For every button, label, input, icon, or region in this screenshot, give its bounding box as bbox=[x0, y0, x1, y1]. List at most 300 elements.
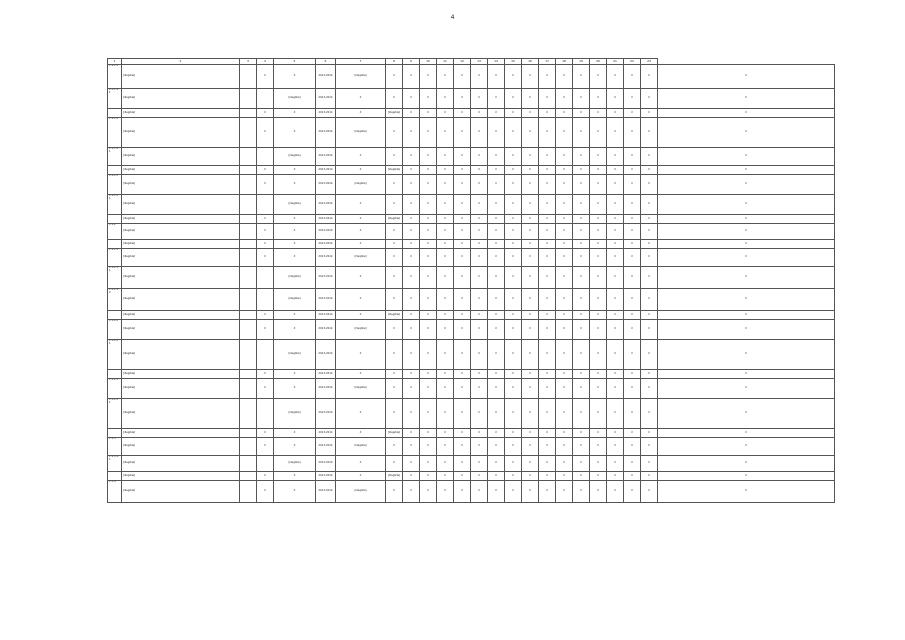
table-cell: X bbox=[437, 175, 454, 195]
table-cell: X bbox=[505, 224, 522, 240]
table-cell: 1.1.1.3.1 bbox=[108, 195, 122, 215]
table-cell: X bbox=[505, 118, 522, 148]
table-cell: X bbox=[641, 224, 658, 240]
table-cell: X bbox=[556, 195, 573, 215]
table-cell: X bbox=[573, 311, 590, 320]
table-cell: X bbox=[539, 175, 556, 195]
table-cell: X bbox=[488, 481, 505, 503]
table-cell: X bbox=[471, 379, 488, 399]
table-cell bbox=[257, 148, 274, 166]
table-cell: X bbox=[607, 175, 624, 195]
table-cell: X bbox=[658, 429, 835, 438]
table-cell: [illegible] bbox=[386, 472, 403, 481]
table-cell: 1.1.2.2.1 bbox=[108, 340, 122, 370]
table-cell: X bbox=[454, 438, 471, 456]
table-cell: X bbox=[437, 456, 454, 472]
table-cell: X bbox=[539, 89, 556, 109]
table-cell: X bbox=[624, 456, 641, 472]
table-cell: X bbox=[471, 399, 488, 429]
table-cell: 1.1.2.3.1 bbox=[108, 399, 122, 429]
table-cell: X bbox=[556, 429, 573, 438]
table-cell: X bbox=[641, 166, 658, 175]
table-cell: X bbox=[556, 249, 573, 267]
table-cell bbox=[257, 456, 274, 472]
table-cell: X bbox=[454, 166, 471, 175]
table-cell: X bbox=[403, 289, 420, 311]
column-number: 15 bbox=[505, 59, 522, 65]
table-cell: X bbox=[274, 249, 316, 267]
table-cell: X bbox=[505, 175, 522, 195]
table-cell: X bbox=[420, 267, 437, 289]
table-cell: X bbox=[336, 89, 386, 109]
table-cell: X bbox=[522, 267, 539, 289]
table-cell: X bbox=[590, 399, 607, 429]
column-number: 21 bbox=[607, 59, 624, 65]
table-cell: X bbox=[573, 240, 590, 249]
table-cell: X bbox=[386, 481, 403, 503]
table-cell: [illegible] bbox=[274, 267, 316, 289]
table-cell: X bbox=[420, 240, 437, 249]
table-cell: X bbox=[437, 438, 454, 456]
table-cell: X bbox=[274, 118, 316, 148]
table-cell: [illegible] bbox=[122, 240, 240, 249]
table-row bbox=[108, 370, 835, 379]
table-cell: X bbox=[658, 148, 835, 166]
column-number: 17 bbox=[539, 59, 556, 65]
table-cell: [illegible] bbox=[122, 340, 240, 370]
table-cell: X bbox=[454, 289, 471, 311]
column-number: 4 bbox=[257, 59, 274, 65]
table-cell: [illegible] bbox=[336, 438, 386, 456]
table-cell: X bbox=[488, 109, 505, 118]
table-cell: [illegible] bbox=[274, 456, 316, 472]
table-cell: X bbox=[454, 370, 471, 379]
table-cell: X bbox=[573, 481, 590, 503]
table-cell: X bbox=[274, 379, 316, 399]
table-cell: X bbox=[471, 472, 488, 481]
table-cell: X bbox=[403, 379, 420, 399]
table-cell: X bbox=[641, 215, 658, 224]
table-cell: X bbox=[488, 438, 505, 456]
table-cell: X bbox=[403, 340, 420, 370]
table-cell: X bbox=[505, 311, 522, 320]
table-cell bbox=[240, 89, 257, 109]
table-cell: X bbox=[573, 379, 590, 399]
table-cell: X bbox=[607, 289, 624, 311]
table-cell: [illegible] bbox=[274, 289, 316, 311]
table-cell: X bbox=[336, 215, 386, 224]
table-cell: X bbox=[386, 438, 403, 456]
table-cell: 2013-2014 bbox=[316, 429, 336, 438]
table-cell: X bbox=[556, 89, 573, 109]
table-cell: X bbox=[522, 215, 539, 224]
table-cell: X bbox=[590, 370, 607, 379]
table-row bbox=[108, 289, 835, 311]
table-cell: X bbox=[556, 175, 573, 195]
table-cell: X bbox=[336, 456, 386, 472]
table-cell: X bbox=[556, 481, 573, 503]
table-cell: X bbox=[420, 166, 437, 175]
table-cell: X bbox=[607, 429, 624, 438]
table-cell: X bbox=[386, 249, 403, 267]
table-cell: X bbox=[607, 148, 624, 166]
table-cell bbox=[240, 370, 257, 379]
table-cell: X bbox=[556, 240, 573, 249]
table-cell: X bbox=[488, 195, 505, 215]
table-cell: X bbox=[386, 224, 403, 240]
table-cell: X bbox=[522, 109, 539, 118]
table-cell: X bbox=[556, 109, 573, 118]
table-row bbox=[108, 472, 835, 481]
table-cell: X bbox=[386, 240, 403, 249]
table-cell: X bbox=[403, 481, 420, 503]
table-cell: 2013-2014 bbox=[316, 472, 336, 481]
table-cell: X bbox=[454, 249, 471, 267]
table-cell: X bbox=[624, 311, 641, 320]
table-cell: X bbox=[437, 340, 454, 370]
table-cell: X bbox=[257, 311, 274, 320]
table-cell: X bbox=[471, 249, 488, 267]
table-cell: X bbox=[539, 340, 556, 370]
table-cell: X bbox=[386, 65, 403, 89]
table-cell: X bbox=[488, 166, 505, 175]
table-cell: X bbox=[539, 267, 556, 289]
table-cell: X bbox=[573, 215, 590, 224]
table-cell: X bbox=[488, 175, 505, 195]
table-cell bbox=[240, 148, 257, 166]
table-cell: [illegible] bbox=[122, 456, 240, 472]
table-cell: [illegible] bbox=[274, 89, 316, 109]
table-cell: X bbox=[420, 379, 437, 399]
table-cell: X bbox=[658, 175, 835, 195]
table-cell: X bbox=[624, 195, 641, 215]
table-cell: X bbox=[624, 215, 641, 224]
table-cell bbox=[257, 89, 274, 109]
table-cell: X bbox=[403, 311, 420, 320]
table-cell: X bbox=[539, 215, 556, 224]
table-row bbox=[108, 118, 835, 148]
table-cell: X bbox=[336, 240, 386, 249]
table-cell: X bbox=[624, 289, 641, 311]
table-cell: X bbox=[274, 438, 316, 456]
table-cell: X bbox=[257, 215, 274, 224]
table-cell: X bbox=[471, 65, 488, 89]
table-cell: X bbox=[454, 109, 471, 118]
table-cell: X bbox=[641, 240, 658, 249]
table-cell: X bbox=[573, 320, 590, 340]
table-cell: X bbox=[505, 379, 522, 399]
table-cell: X bbox=[522, 224, 539, 240]
table-cell: 2013-2014 bbox=[316, 267, 336, 289]
table-row bbox=[108, 148, 835, 166]
table-cell: 2013-2014 bbox=[316, 456, 336, 472]
table-cell bbox=[240, 320, 257, 340]
table-cell: X bbox=[454, 399, 471, 429]
table-cell: 1.1.2 bbox=[108, 224, 122, 240]
table-cell: X bbox=[437, 370, 454, 379]
table-cell: X bbox=[624, 89, 641, 109]
table-cell: X bbox=[454, 240, 471, 249]
program-table bbox=[107, 58, 835, 503]
table-cell: X bbox=[471, 267, 488, 289]
table-cell: X bbox=[522, 481, 539, 503]
table-cell: X bbox=[257, 240, 274, 249]
table-cell: X bbox=[403, 472, 420, 481]
table-cell: X bbox=[607, 472, 624, 481]
table-cell: X bbox=[590, 240, 607, 249]
table-cell: X bbox=[590, 175, 607, 195]
table-cell: X bbox=[437, 379, 454, 399]
table-cell: X bbox=[420, 399, 437, 429]
table-cell: X bbox=[488, 379, 505, 399]
table-cell: X bbox=[522, 148, 539, 166]
table-cell: X bbox=[624, 340, 641, 370]
table-cell: X bbox=[607, 340, 624, 370]
table-cell: X bbox=[522, 320, 539, 340]
table-cell: X bbox=[471, 215, 488, 224]
table-cell bbox=[240, 289, 257, 311]
table-cell: X bbox=[522, 175, 539, 195]
table-cell: X bbox=[505, 340, 522, 370]
table-cell: 2013-2014 bbox=[316, 240, 336, 249]
table-cell: X bbox=[556, 472, 573, 481]
table-cell: X bbox=[539, 224, 556, 240]
table-cell: X bbox=[454, 429, 471, 438]
table-cell: 2013-2014 bbox=[316, 399, 336, 429]
table-cell: X bbox=[573, 472, 590, 481]
table-cell: X bbox=[403, 65, 420, 89]
table-cell: X bbox=[437, 429, 454, 438]
table-cell: X bbox=[403, 175, 420, 195]
table-cell: X bbox=[437, 65, 454, 89]
table-cell: X bbox=[505, 399, 522, 429]
table-cell: X bbox=[573, 429, 590, 438]
table-cell: X bbox=[336, 399, 386, 429]
table-cell bbox=[240, 65, 257, 89]
table-cell: X bbox=[386, 289, 403, 311]
table-cell: X bbox=[624, 166, 641, 175]
table-cell: [illegible] bbox=[274, 399, 316, 429]
table-cell: X bbox=[522, 195, 539, 215]
table-cell: X bbox=[454, 472, 471, 481]
table-cell: [illegible] bbox=[386, 429, 403, 438]
table-cell: X bbox=[336, 195, 386, 215]
table-cell: X bbox=[403, 320, 420, 340]
table-cell: X bbox=[607, 249, 624, 267]
table-cell: X bbox=[607, 311, 624, 320]
table-cell: X bbox=[274, 175, 316, 195]
table-cell: X bbox=[505, 438, 522, 456]
table-cell: X bbox=[420, 481, 437, 503]
table-cell: X bbox=[454, 340, 471, 370]
table-cell: X bbox=[420, 109, 437, 118]
table-cell: X bbox=[590, 289, 607, 311]
table-cell: X bbox=[257, 65, 274, 89]
table-cell: X bbox=[471, 175, 488, 195]
table-cell bbox=[257, 289, 274, 311]
table-cell: X bbox=[437, 289, 454, 311]
table-cell: [illegible] bbox=[122, 109, 240, 118]
table-cell: X bbox=[641, 175, 658, 195]
table-cell: X bbox=[386, 175, 403, 195]
table-cell: 2013-2014 bbox=[316, 340, 336, 370]
table-cell: X bbox=[556, 289, 573, 311]
table-cell: X bbox=[488, 472, 505, 481]
table-cell bbox=[240, 224, 257, 240]
table-cell: X bbox=[641, 249, 658, 267]
table-cell: X bbox=[437, 118, 454, 148]
table-cell: X bbox=[573, 89, 590, 109]
table-cell: X bbox=[607, 370, 624, 379]
table-cell: X bbox=[274, 224, 316, 240]
table-cell: X bbox=[454, 224, 471, 240]
table-cell: X bbox=[505, 481, 522, 503]
table-cell bbox=[240, 481, 257, 503]
table-cell: X bbox=[573, 456, 590, 472]
column-number: 16 bbox=[522, 59, 539, 65]
table-cell bbox=[108, 240, 122, 249]
table-cell: X bbox=[505, 148, 522, 166]
table-cell: X bbox=[420, 224, 437, 240]
table-cell: X bbox=[522, 399, 539, 429]
table-cell: X bbox=[522, 289, 539, 311]
table-cell: X bbox=[556, 148, 573, 166]
table-cell: X bbox=[437, 249, 454, 267]
table-cell: X bbox=[658, 456, 835, 472]
table-row bbox=[108, 311, 835, 320]
table-cell: X bbox=[471, 311, 488, 320]
table-cell: X bbox=[607, 267, 624, 289]
column-number: 12 bbox=[454, 59, 471, 65]
table-cell: [illegible] bbox=[386, 166, 403, 175]
table-cell: X bbox=[454, 311, 471, 320]
table-cell: X bbox=[403, 438, 420, 456]
table-cell: X bbox=[420, 456, 437, 472]
table-cell: X bbox=[420, 89, 437, 109]
table-cell: X bbox=[274, 429, 316, 438]
table-cell: X bbox=[386, 456, 403, 472]
table-cell: X bbox=[539, 195, 556, 215]
table-row bbox=[108, 379, 835, 399]
table-cell: X bbox=[336, 340, 386, 370]
table-cell: X bbox=[471, 89, 488, 109]
table-cell: X bbox=[573, 148, 590, 166]
table-cell: X bbox=[274, 370, 316, 379]
table-cell: X bbox=[454, 195, 471, 215]
table-cell: X bbox=[505, 109, 522, 118]
table-cell: X bbox=[522, 472, 539, 481]
table-cell bbox=[108, 166, 122, 175]
table-row bbox=[108, 240, 835, 249]
table-cell: [illegible] bbox=[336, 481, 386, 503]
table-cell: X bbox=[488, 429, 505, 438]
table-cell: X bbox=[274, 472, 316, 481]
table-cell: X bbox=[607, 118, 624, 148]
table-cell: X bbox=[403, 224, 420, 240]
table-cell: X bbox=[336, 224, 386, 240]
table-cell: X bbox=[403, 109, 420, 118]
table-cell: X bbox=[505, 429, 522, 438]
table-cell: X bbox=[658, 249, 835, 267]
table-cell: X bbox=[641, 148, 658, 166]
table-cell: X bbox=[257, 438, 274, 456]
table-cell bbox=[240, 166, 257, 175]
table-cell: X bbox=[257, 379, 274, 399]
table-cell: X bbox=[590, 472, 607, 481]
table-row bbox=[108, 429, 835, 438]
table-cell: X bbox=[257, 224, 274, 240]
table-cell: X bbox=[386, 379, 403, 399]
column-number: 20 bbox=[590, 59, 607, 65]
table-row bbox=[108, 481, 835, 503]
table-cell: [illegible] bbox=[122, 249, 240, 267]
table-cell: X bbox=[488, 340, 505, 370]
table-cell: [illegible] bbox=[336, 320, 386, 340]
table-cell: X bbox=[573, 224, 590, 240]
table-cell: X bbox=[590, 148, 607, 166]
column-number: 13 bbox=[471, 59, 488, 65]
table-cell: 1.1.2.1.1 bbox=[108, 267, 122, 289]
table-cell: X bbox=[607, 456, 624, 472]
table-cell: X bbox=[336, 148, 386, 166]
table-cell: X bbox=[471, 429, 488, 438]
table-cell: X bbox=[488, 456, 505, 472]
table-cell: 2013-2014 bbox=[316, 249, 336, 267]
table-cell: [illegible] bbox=[386, 109, 403, 118]
table-cell: X bbox=[505, 249, 522, 267]
table-cell: 1.1.1.1 bbox=[108, 65, 122, 89]
table-cell: X bbox=[607, 438, 624, 456]
column-number: 9 bbox=[403, 59, 420, 65]
table-cell: X bbox=[658, 267, 835, 289]
table-cell: X bbox=[624, 379, 641, 399]
table-cell: 2013-2014 bbox=[316, 65, 336, 89]
table-cell: 2013-2014 bbox=[316, 148, 336, 166]
table-cell: [illegible] bbox=[122, 148, 240, 166]
table-cell: X bbox=[420, 429, 437, 438]
table-cell: X bbox=[658, 311, 835, 320]
table-cell: X bbox=[658, 240, 835, 249]
column-number: 23 bbox=[641, 59, 658, 65]
table-cell: X bbox=[454, 379, 471, 399]
table-cell: X bbox=[590, 311, 607, 320]
column-number: 7 bbox=[336, 59, 386, 65]
table-cell: X bbox=[336, 429, 386, 438]
table-cell: X bbox=[437, 399, 454, 429]
table-cell: [illegible] bbox=[386, 215, 403, 224]
table-cell: X bbox=[590, 166, 607, 175]
table-cell: X bbox=[257, 109, 274, 118]
table-cell: X bbox=[505, 195, 522, 215]
table-cell bbox=[257, 195, 274, 215]
table-cell: [illegible] bbox=[122, 89, 240, 109]
table-cell: X bbox=[539, 249, 556, 267]
table-cell: [illegible] bbox=[122, 379, 240, 399]
table-cell: X bbox=[658, 224, 835, 240]
table-cell: X bbox=[590, 215, 607, 224]
table-cell bbox=[240, 175, 257, 195]
table-cell: X bbox=[522, 438, 539, 456]
table-cell: X bbox=[471, 109, 488, 118]
table-cell: X bbox=[420, 118, 437, 148]
table-cell: X bbox=[658, 438, 835, 456]
table-cell: X bbox=[658, 399, 835, 429]
table-cell: [illegible] bbox=[122, 320, 240, 340]
table-cell: 1.1.1.2 bbox=[108, 118, 122, 148]
table-cell: X bbox=[437, 224, 454, 240]
table-cell: X bbox=[420, 370, 437, 379]
table-cell: X bbox=[454, 118, 471, 148]
